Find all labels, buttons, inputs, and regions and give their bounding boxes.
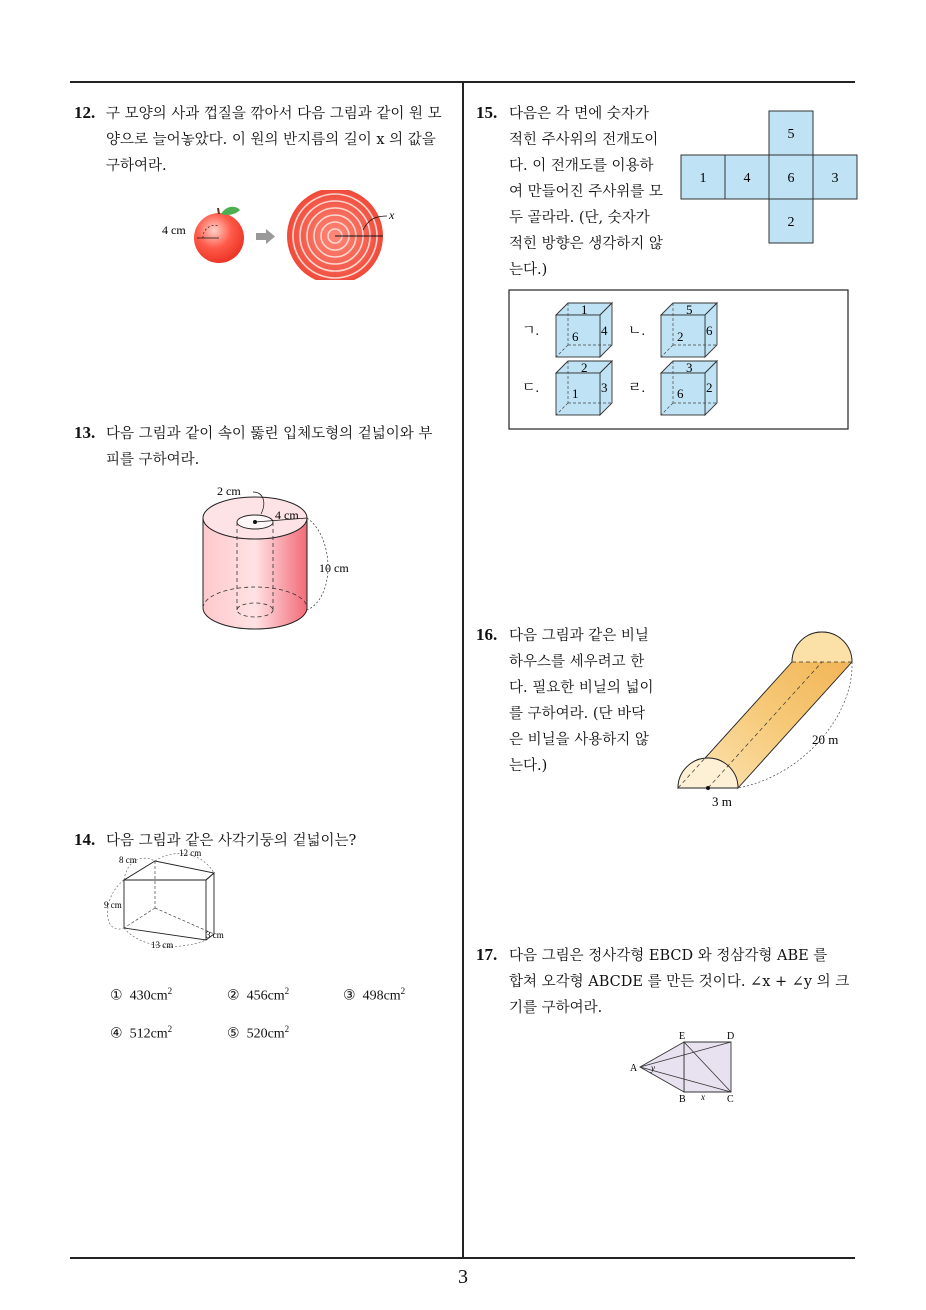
- q12-radius-label: 4 cm: [162, 223, 186, 237]
- q14-choice-2[interactable]: [227, 986, 289, 1005]
- q13-line-1: 다음 그림과 같이 속이 뚫린 입체도형의 겉넓이와 부: [106, 426, 433, 442]
- q17-line-2: 합쳐 오각형 ABCDE 를 만든 것이다. ∠x + ∠y 의 크: [509, 974, 850, 990]
- net-row-3: 6: [787, 171, 795, 186]
- q17-number: 17.: [476, 945, 498, 964]
- choice-mark: ①: [110, 988, 123, 1004]
- cube-top: 3: [686, 360, 693, 375]
- q14-label-c: 9 cm: [104, 900, 122, 910]
- q15-line-4: 여 만들어진 주사위를 모: [509, 184, 663, 200]
- q16-radius-label: 3 m: [712, 794, 732, 809]
- q15-line-1: 다음은 각 면에 숫자가: [509, 106, 649, 122]
- q16-line-3: 다. 필요한 비닐의 넓이: [509, 680, 654, 696]
- option-label: ㄱ.: [522, 324, 540, 339]
- choice-value: 512cm: [129, 1026, 168, 1042]
- choice-value: 498cm: [362, 988, 401, 1004]
- q17-label-y: y: [651, 1063, 655, 1073]
- cube-side: 2: [706, 380, 713, 395]
- apple: [194, 207, 244, 263]
- q17-figure: [625, 1028, 745, 1108]
- choice-value: 430cm: [129, 988, 168, 1004]
- q13-line-2: 피를 구하여라.: [106, 452, 200, 468]
- q14-choice-1[interactable]: [110, 986, 172, 1005]
- cube-top: 5: [686, 302, 693, 317]
- net-row-4: 3: [831, 171, 839, 186]
- q17-label-A: A: [630, 1063, 638, 1074]
- q13-outer-label: 4 cm: [275, 508, 299, 522]
- choice-mark: ②: [227, 988, 240, 1004]
- q12-line-3: 구하여라.: [106, 158, 167, 174]
- choice-value: 520cm: [246, 1026, 285, 1042]
- choice-mark: ④: [110, 1026, 123, 1042]
- q16-length-label: 20 m: [812, 732, 839, 747]
- q17-label-E: E: [679, 1031, 686, 1042]
- net-top: 5: [787, 127, 795, 142]
- q14-figure: [102, 846, 242, 950]
- cube-front: 6: [677, 386, 684, 401]
- q16-number: 16.: [476, 625, 498, 644]
- choice-mark: ⑤: [227, 1026, 240, 1042]
- choice-exp: 2: [400, 986, 406, 996]
- q16-line-5: 은 비닐을 사용하지 않: [509, 732, 649, 748]
- choice-exp: 2: [284, 1024, 290, 1034]
- q14-choice-4[interactable]: [110, 1024, 172, 1043]
- cube-side: 6: [706, 323, 713, 338]
- q13-figure: [195, 478, 375, 638]
- cube-front: 2: [677, 329, 684, 344]
- option-label: ㄷ.: [522, 381, 540, 396]
- q17-label-C: C: [727, 1094, 734, 1105]
- q12-x-label: x: [389, 208, 395, 222]
- choice-value: 456cm: [246, 988, 285, 1004]
- bottom-rule: [70, 1257, 855, 1259]
- net-row-1: 1: [699, 171, 707, 186]
- q15-line-7: 는다.): [509, 262, 548, 278]
- q14-label-b: 12 cm: [179, 848, 202, 858]
- choice-exp: 2: [167, 986, 173, 996]
- q16-line-2: 하우스를 세우려고 한: [509, 654, 645, 670]
- q12-number: 12.: [74, 103, 96, 122]
- q17-label-B: B: [679, 1094, 686, 1105]
- q15-number: 15.: [476, 103, 498, 122]
- choice-exp: 2: [284, 986, 290, 996]
- choice-mark: ③: [343, 988, 356, 1004]
- net-bottom: 2: [787, 215, 795, 230]
- q14-text: 다음 그림과 같은 사각기둥의 겉넓이는?: [106, 833, 357, 849]
- q14-label-a: 8 cm: [119, 855, 137, 865]
- cube-front: 6: [572, 329, 579, 344]
- q13-text: [106, 421, 456, 473]
- q12-line-2: 양으로 늘어놓았다. 이 원의 반지름의 길이 x 의 값을: [106, 132, 436, 148]
- q13-number: 13.: [74, 423, 96, 442]
- q13-inner-label: 2 cm: [217, 484, 241, 498]
- q17-line-1: 다음 그림은 정사각형 EBCD 와 정삼각형 ABE 를: [509, 948, 828, 964]
- q17-label-x: x: [701, 1092, 705, 1102]
- q15-line-3: 다. 이 전개도를 이용하: [509, 158, 654, 174]
- q15-options-box: [508, 289, 850, 431]
- net-row-2: 4: [743, 171, 751, 186]
- q15-dice-net: [680, 109, 862, 245]
- cube-top: 2: [581, 360, 588, 375]
- q16-line-4: 를 구하여라. (단 바닥: [509, 706, 646, 722]
- q13-height-label: 10 cm: [319, 561, 349, 575]
- column-divider: [462, 81, 464, 1259]
- q17-label-D: D: [727, 1031, 735, 1042]
- q16-figure: [672, 626, 862, 812]
- q12-figure: [155, 190, 405, 280]
- peel-spiral: [287, 190, 387, 280]
- arrow-icon: [256, 229, 275, 244]
- q14-number: 14.: [74, 830, 96, 849]
- q12-text: [106, 101, 456, 179]
- q16-line-6: 는다.): [509, 758, 548, 774]
- q15-line-5: 두 골라라. (단, 숫자가: [509, 210, 650, 226]
- q17-line-3: 기를 구하여라.: [509, 1000, 603, 1016]
- q17-text: [509, 943, 864, 1021]
- q14-label-e: 3 cm: [206, 930, 224, 940]
- q15-line-6: 적힌 방향은 생각하지 않: [509, 236, 663, 252]
- choice-exp: 2: [167, 1024, 173, 1034]
- q15-text: [509, 101, 669, 283]
- q16-line-1: 다음 그림과 같은 비닐: [509, 628, 649, 644]
- option-label: ㄹ.: [628, 381, 646, 396]
- cube-top: 1: [581, 302, 588, 317]
- q14-choice-5[interactable]: [227, 1024, 289, 1043]
- cube-side: 3: [601, 380, 608, 395]
- page-number: 3: [458, 1266, 468, 1288]
- option-label: ㄴ.: [628, 324, 646, 339]
- q15-line-2: 적힌 주사위의 전개도이: [509, 132, 659, 148]
- q12-line-1: 구 모양의 사과 껍질을 깎아서 다음 그림과 같이 원 모: [106, 106, 442, 122]
- cube-side: 4: [601, 323, 608, 338]
- cube-front: 1: [572, 386, 579, 401]
- q14-choice-3[interactable]: [343, 986, 405, 1005]
- q16-text: [509, 623, 669, 779]
- q14-label-d: 13 cm: [151, 940, 174, 950]
